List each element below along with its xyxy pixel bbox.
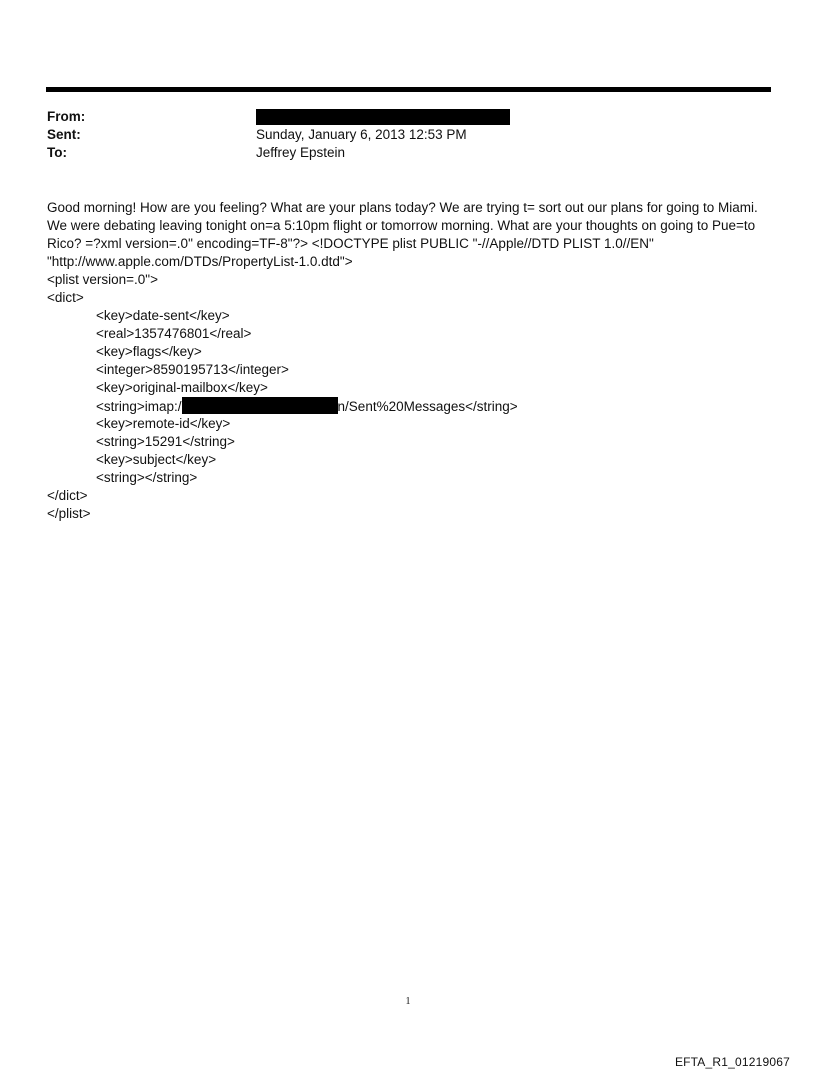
header-divider bbox=[46, 87, 771, 92]
sent-label: Sent: bbox=[47, 127, 81, 142]
page-number: 1 bbox=[405, 996, 411, 1007]
mailbox-suffix: n/Sent%20Messages</string> bbox=[337, 399, 518, 414]
body-line: We were debating leaving tonight on=a 5:10pm flight or tomorrow morning. What are your thoughts on going to Pue=to bbox=[47, 218, 756, 233]
bates-number: EFTA_R1_01219067 bbox=[674, 1055, 790, 1069]
body-line: "http://www.apple.com/DTDs/PropertyList-1.0.dtd"> bbox=[47, 254, 353, 269]
to-value: Jeffrey Epstein bbox=[256, 145, 346, 160]
body-line: <key>date-sent</key> bbox=[96, 308, 230, 323]
body-line: <dict> bbox=[47, 290, 84, 305]
mailbox-prefix: <string>imap:/ bbox=[96, 399, 182, 414]
body-line: <string>15291</string> bbox=[96, 434, 235, 449]
email-body bbox=[47, 199, 787, 523]
body-line: </plist> bbox=[47, 506, 91, 521]
body-line: <integer>8590195713</integer> bbox=[96, 362, 289, 377]
body-line: <key>remote-id</key> bbox=[96, 416, 231, 431]
body-line: <key>flags</key> bbox=[96, 344, 202, 359]
sent-value: Sunday, January 6, 2013 12:53 PM bbox=[256, 127, 467, 142]
body-line: <plist version=.0"> bbox=[47, 272, 158, 287]
from-redaction bbox=[256, 109, 510, 125]
body-line: <key>subject</key> bbox=[96, 452, 217, 467]
body-line: Good morning! How are you feeling? What are your plans today? We are trying t= sort out our plans for going to Miami. bbox=[47, 200, 758, 215]
from-label: From: bbox=[47, 109, 86, 124]
body-line: </dict> bbox=[47, 488, 88, 503]
body-line: <real>1357476801</real> bbox=[96, 326, 252, 341]
mailbox-redaction bbox=[182, 397, 338, 414]
body-line-mailbox bbox=[47, 397, 787, 415]
body-line: Rico? =?xml version=.0" encoding=TF-8"?> <!DOCTYPE plist PUBLIC "-//Apple//DTD PLIST 1.0//EN" bbox=[47, 236, 654, 251]
body-line: <key>original-mailbox</key> bbox=[96, 380, 268, 395]
to-label: To: bbox=[47, 145, 67, 160]
body-line: <string></string> bbox=[96, 470, 198, 485]
